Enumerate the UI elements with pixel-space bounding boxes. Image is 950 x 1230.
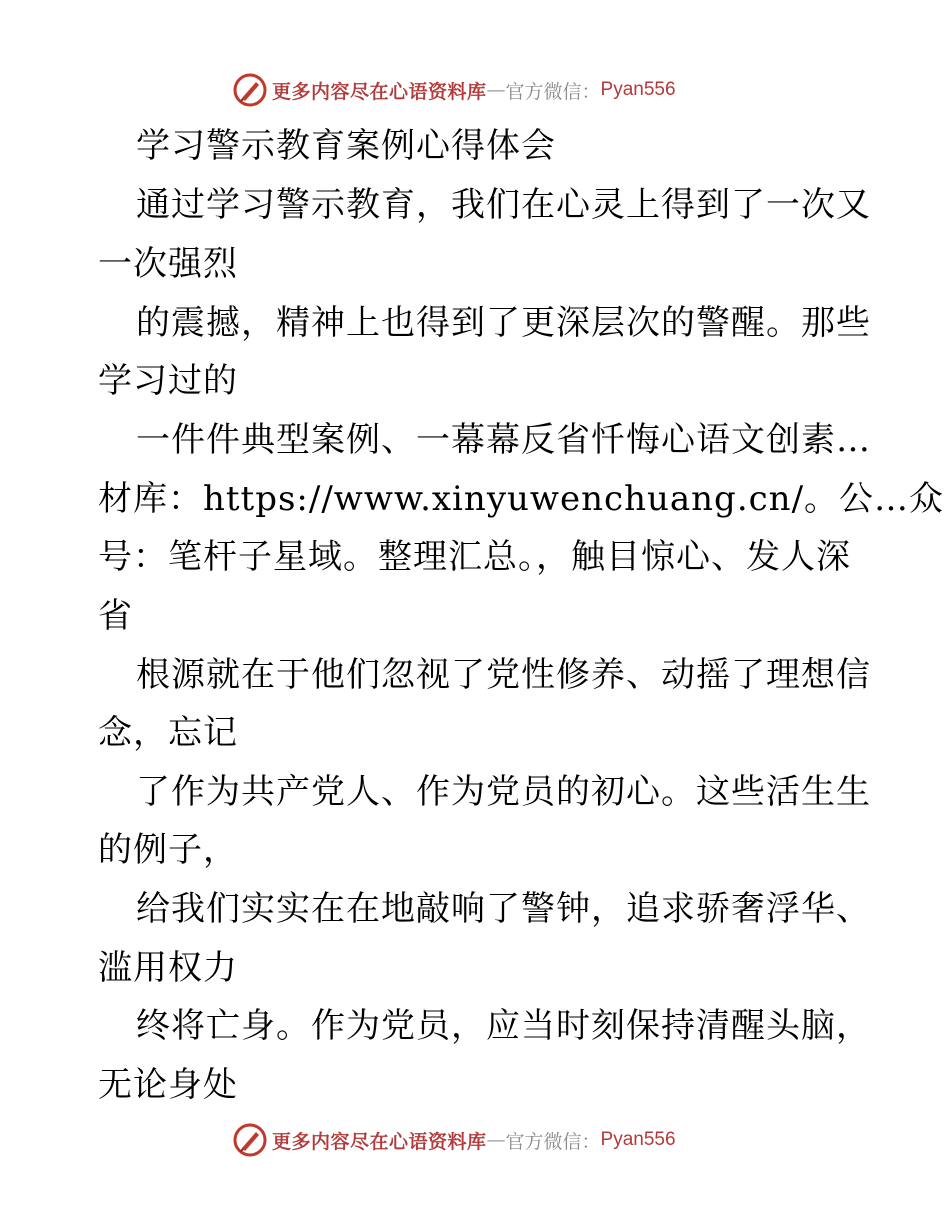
pen-logo-icon	[232, 1122, 268, 1158]
document-title: 学习警示教育案例心得体会	[136, 126, 556, 166]
text-line: 的例子，	[98, 830, 238, 870]
watermark-separator: —	[486, 79, 506, 101]
text-line: 的震撼，精神上也得到了更深层次的警醒。那些	[136, 303, 871, 343]
header-watermark	[232, 70, 676, 110]
text-line: 根源就在于他们忽视了党性修养、动摇了理想信	[136, 655, 871, 695]
text-line: 终将亡身。作为党员，应当时刻保持清醒头脑，	[136, 1006, 871, 1046]
text-line: 滥用权力	[98, 948, 238, 988]
text-line: 了作为共产党人、作为党员的初心。这些活生生	[136, 772, 871, 812]
pen-logo-icon	[232, 72, 268, 108]
text-line: 一件件典型案例、一幕幕反省忏悔心语文创素…	[136, 420, 871, 460]
text-line: 无论身处	[98, 1065, 238, 1105]
watermark-wechat-label: 官方微信：	[505, 80, 601, 103]
watermark-wechat-label: 官方微信：	[505, 1130, 601, 1153]
text-line: 给我们实实在在地敲响了警钟，追求骄奢浮华、	[136, 889, 871, 929]
text-line: 材库：https://www.xinyuwenchuang.cn/。公…众	[98, 479, 945, 519]
watermark-wechat-id: Pyan556	[600, 79, 676, 100]
watermark-text: 更多内容尽在心语资料库	[272, 80, 487, 103]
text-line: 省	[98, 596, 133, 636]
text-line: 号：笔杆子星域。整理汇总。，触目惊心、发人深	[98, 537, 851, 577]
watermark-text: 更多内容尽在心语资料库	[272, 1130, 487, 1153]
text-line: 念，忘记	[98, 713, 238, 753]
text-line: 通过学习警示教育，我们在心灵上得到了一次又	[136, 185, 871, 225]
text-line: 学习过的	[98, 361, 238, 401]
watermark-separator: —	[486, 1129, 506, 1151]
watermark-wechat-id: Pyan556	[600, 1129, 676, 1150]
footer-watermark	[232, 1120, 676, 1160]
text-line: 一次强烈	[98, 244, 238, 284]
